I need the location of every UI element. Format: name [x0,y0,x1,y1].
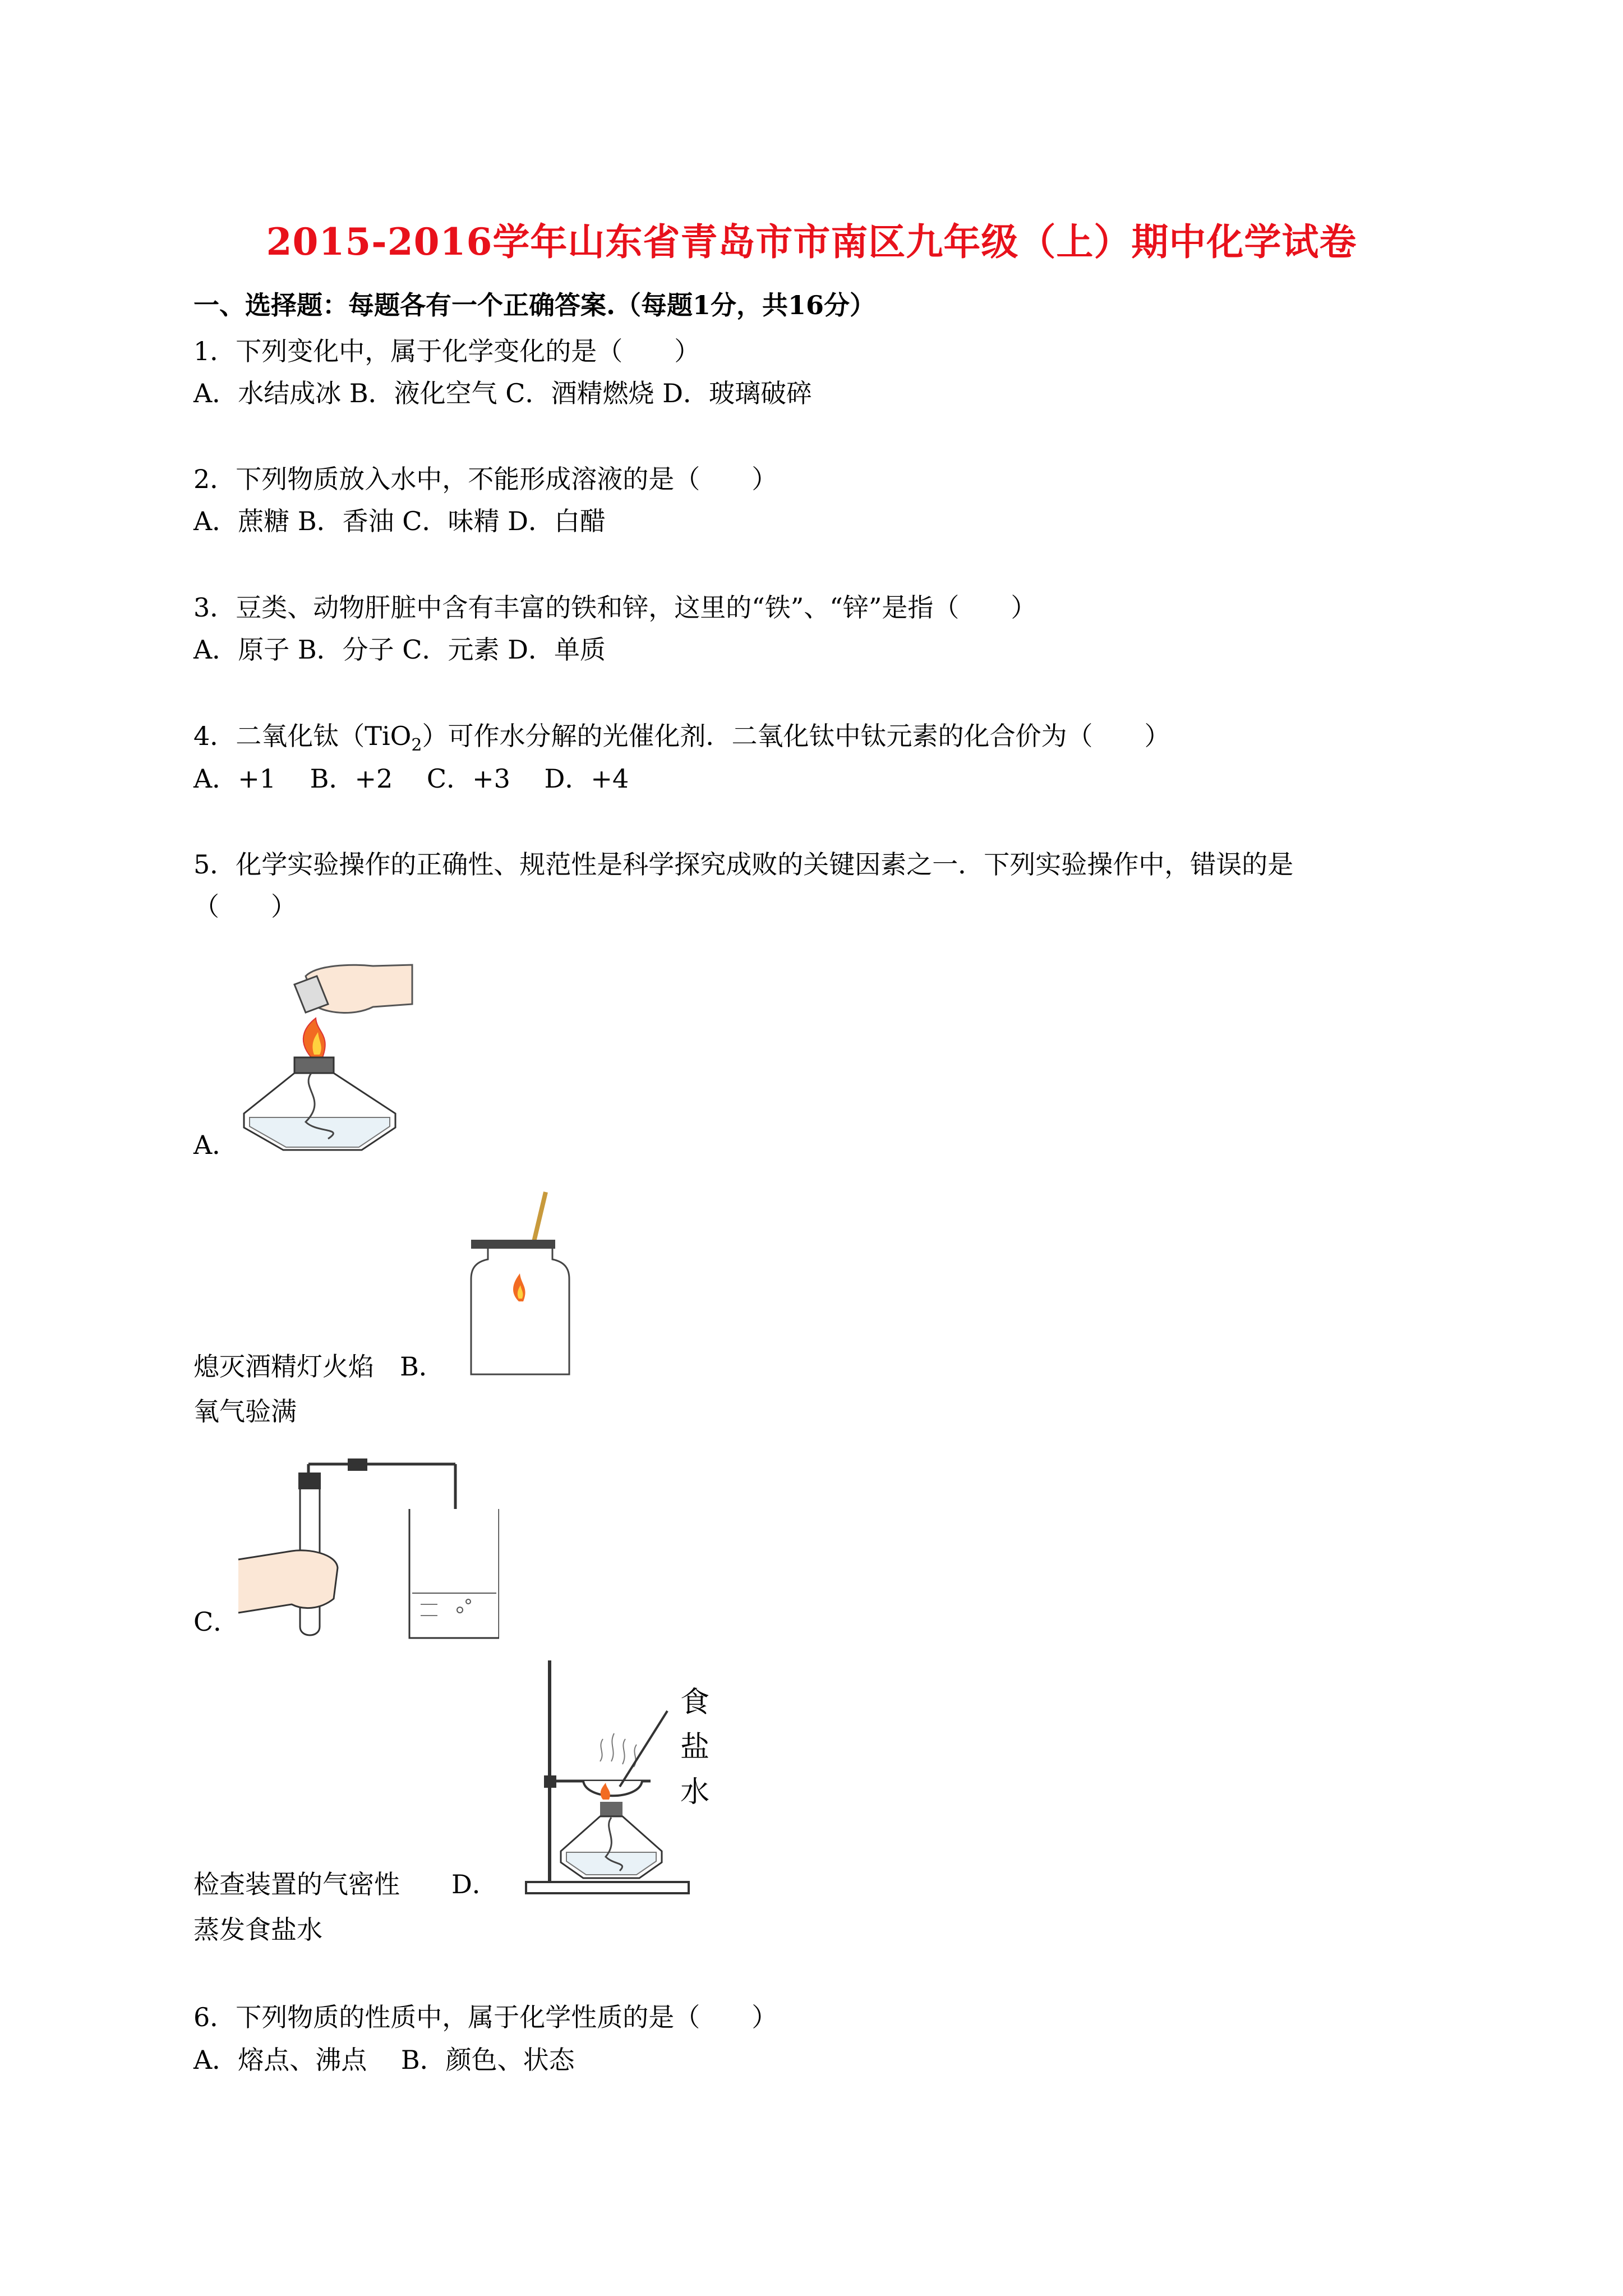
question-2-stem: 2．下列物质放入水中，不能形成溶液的是（ ） [193,464,778,494]
question-4-stem [193,716,1170,755]
question-1-stem: 1．下列变化中，属于化学变化的是（ ） [193,336,700,366]
q4-stem-prefix: 4．二氧化钛（TiO [193,721,412,751]
section-heading: 一、选择题：每题各有一个正确答案.（每题1分，共16分） [193,290,876,320]
question-1-options: A．水结成冰 B．液化空气 C．酒精燃烧 D．玻璃破碎 [193,378,812,408]
option-a-caption: 熄灭酒精灯火焰 B． [193,1351,445,1382]
question-4-options: A．+1 B．+2 C．+3 D．+4 [193,763,629,794]
question-3-options: A．原子 B．分子 C．元素 D．单质 [193,634,606,665]
option-b-caption: 氧气验满 [193,1396,297,1427]
figure-d-evaporation [522,1655,690,1902]
figure-a-alcohol-lamp [233,954,418,1156]
question-5-stem: 5．化学实验操作的正确性、规范性是科学探究成败的关键因素之一．下列实验操作中，错误的是 [193,849,1294,880]
question-2-options: A．蔗糖 B．香油 C．味精 D．白醋 [193,506,606,536]
question-3-stem: 3．豆类、动物肝脏中含有丰富的铁和锌，这里的“铁”、“锌”是指（ ） [193,592,1037,623]
option-a-label: A． [193,1130,238,1160]
figure-d-label-char-2: 盐 [680,1731,710,1764]
figure-b-oxygen-test [463,1186,575,1383]
question-6-stem: 6．下列物质的性质中，属于化学性质的是（ ） [193,2002,778,2032]
page-title: 2015-2016学年山东省青岛市市南区九年级（上）期中化学试卷 [266,220,1357,264]
question-5-stem-paren: （ ） [193,891,297,922]
question-6-options: A．熔点、沸点 B．颜色、状态 [193,2045,575,2075]
figure-c-airtightness [236,1442,499,1644]
option-c-label: C． [193,1607,239,1637]
figure-d-label [680,1680,709,1815]
option-c-caption: 检查装置的气密性 D． [193,1869,498,1899]
option-d-caption: 蒸发食盐水 [193,1915,322,1945]
figure-d-label-char-1: 食 [680,1686,710,1719]
q4-subscript: 2 [411,735,422,756]
figure-d-label-char-3: 水 [680,1775,710,1809]
q4-stem-suffix: ）可作水分解的光催化剂．二氧化钛中钛元素的化合价为（ ） [422,721,1170,751]
